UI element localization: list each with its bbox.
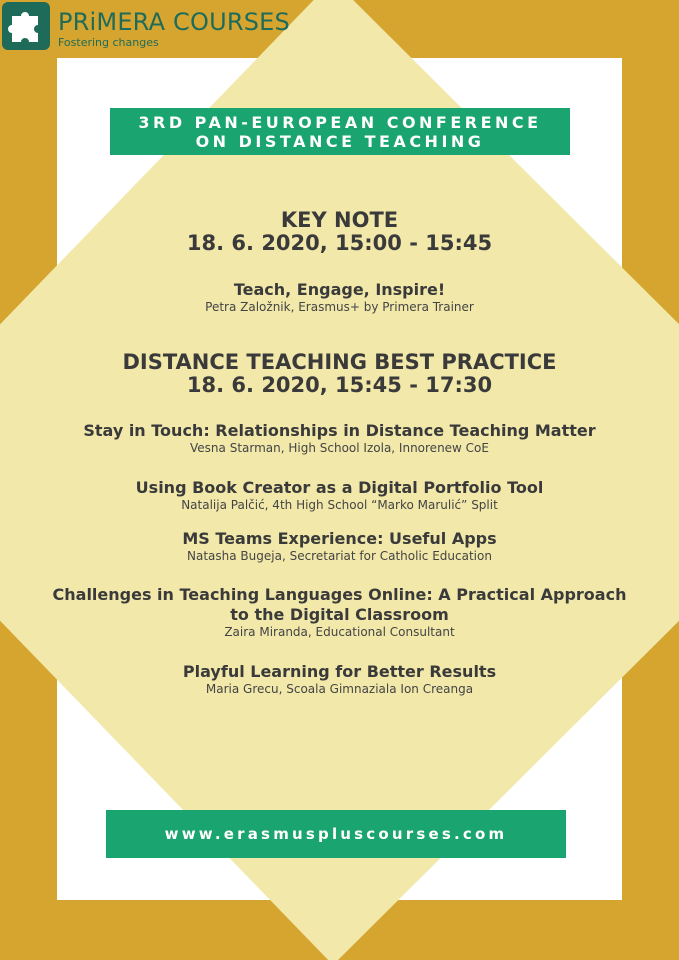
- logo-title: PRiMERA COURSES: [58, 8, 290, 36]
- talk-title: Playful Learning for Better Results: [182, 662, 497, 681]
- keynote-talk: [0, 280, 679, 315]
- talk-title: Teach, Engage, Inspire!: [233, 280, 446, 299]
- practice-talk-2: [0, 478, 679, 513]
- talk-title: Stay in Touch: Relationships in Distance Teaching Matter: [83, 421, 596, 440]
- talk-speaker: Vesna Starman, High School Izola, Innorenew CoE: [190, 441, 489, 455]
- practice-datetime: 18. 6. 2020, 15:45 - 17:30: [186, 373, 493, 397]
- keynote-section: [0, 209, 679, 255]
- practice-talk-3: [0, 529, 679, 564]
- website-link[interactable]: www.erasmuspluscourses.com: [106, 810, 566, 858]
- puzzle-icon: [2, 2, 50, 50]
- practice-heading: [0, 351, 679, 397]
- talk-speaker: Petra Založnik, Erasmus+ by Primera Trainer: [205, 300, 474, 314]
- logo-tagline: Fostering changes: [58, 36, 159, 49]
- talk-speaker: Zaira Miranda, Educational Consultant: [224, 625, 455, 639]
- primera-logo[interactable]: [0, 0, 290, 52]
- banner-line-2: ON DISTANCE TEACHING: [195, 132, 485, 151]
- practice-talk-4: [0, 585, 679, 640]
- talk-speaker: Maria Grecu, Scoala Gimnaziala Ion Creanga: [205, 682, 474, 696]
- conference-banner: [110, 108, 570, 155]
- talk-title-line-2: to the Digital Classroom: [230, 605, 449, 624]
- practice-section: [0, 351, 679, 397]
- banner-line-1: 3RD PAN-EUROPEAN CONFERENCE: [138, 113, 542, 132]
- talk-speaker: Natalija Palčić, 4th High School “Marko Marulić” Split: [181, 498, 498, 512]
- keynote-heading: [0, 209, 679, 255]
- talk-speaker: Natasha Bugeja, Secretariat for Catholic Education: [187, 549, 492, 563]
- practice-talk-5: [0, 662, 679, 697]
- practice-title: DISTANCE TEACHING BEST PRACTICE: [122, 350, 557, 374]
- keynote-title: KEY NOTE: [280, 208, 399, 232]
- practice-talk-1: [0, 421, 679, 456]
- talk-title-line-1: Challenges in Teaching Languages Online: A Practical Approach: [52, 585, 627, 604]
- talk-title: Using Book Creator as a Digital Portfolio Tool: [135, 478, 544, 497]
- talk-title: MS Teams Experience: Useful Apps: [182, 529, 497, 548]
- keynote-datetime: 18. 6. 2020, 15:00 - 15:45: [186, 231, 493, 255]
